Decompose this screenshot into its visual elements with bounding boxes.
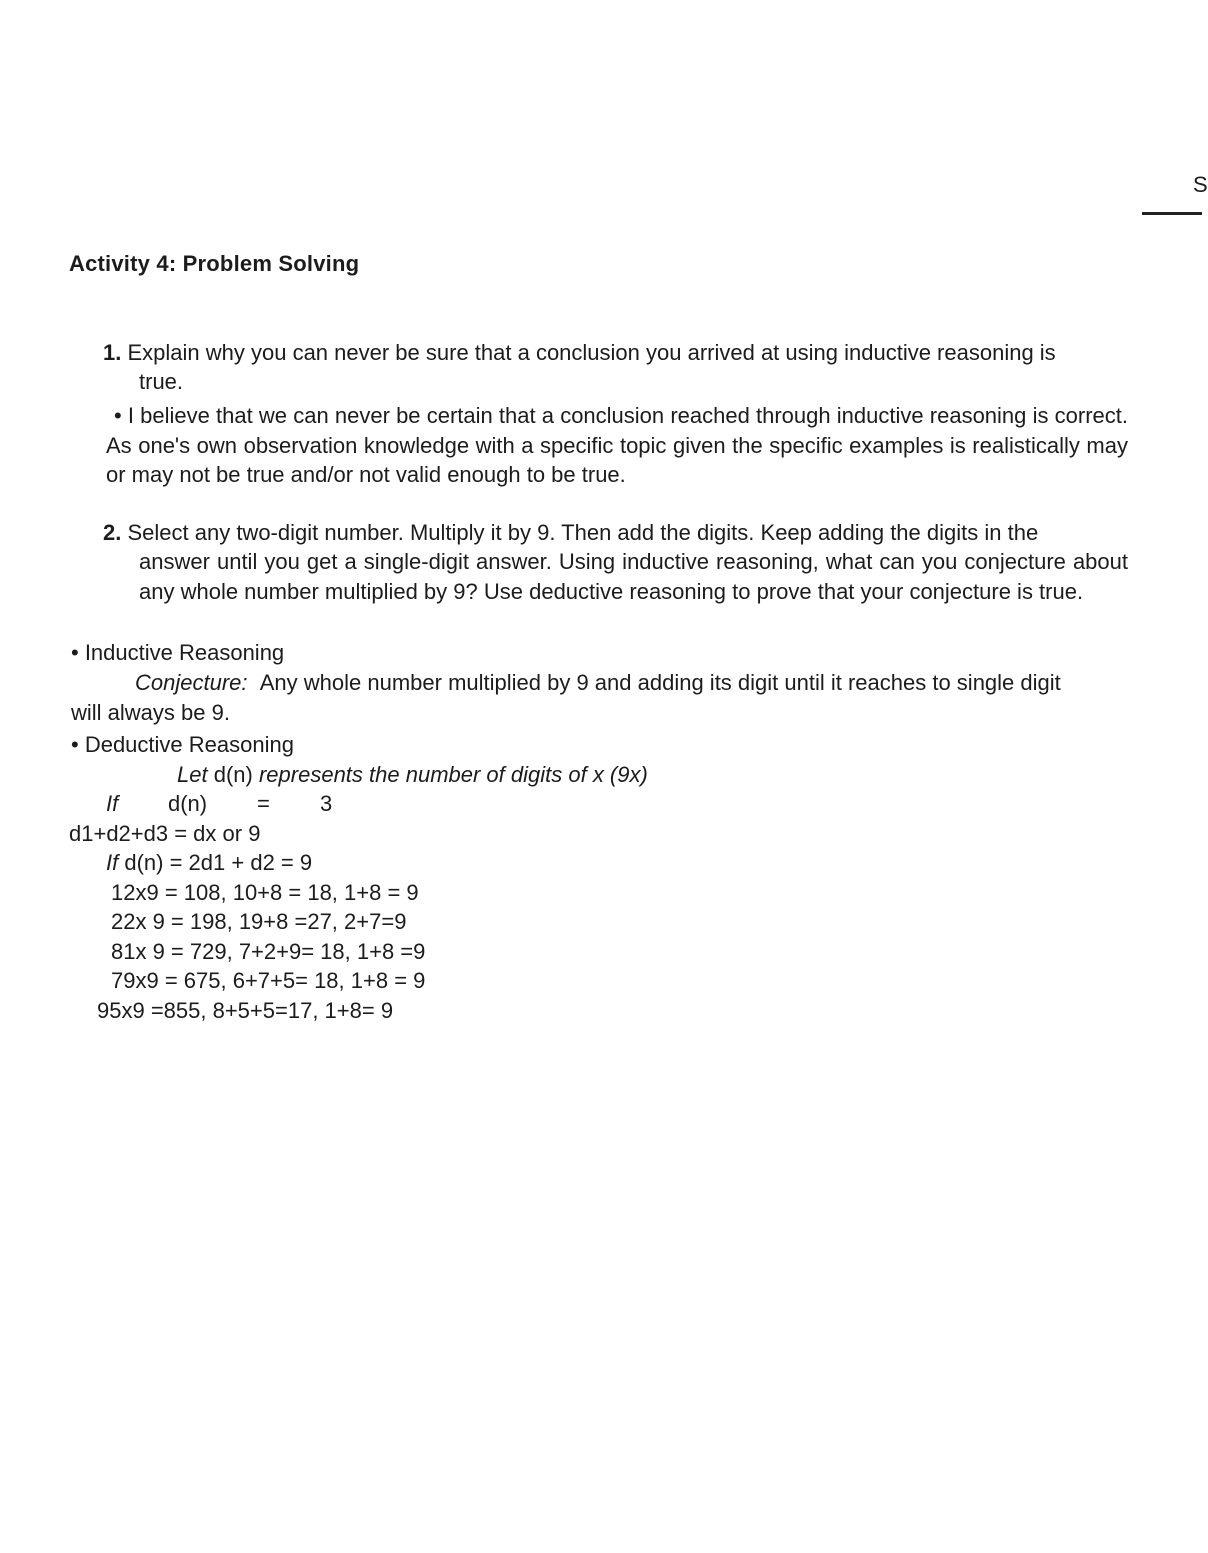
q2-text-rest: answer until you get a single-digit answer. Using inductive reasoning, what can you conjecture about any whole number multiplied by 9? Use deductive reasoning to prove that your conjecture is true.: [139, 549, 1128, 604]
q2-text-line1: Select any two-digit number. Multiply it by 9. Then add the digits. Keep adding the digits in the: [127, 520, 1039, 545]
if-dn: d(n): [168, 791, 208, 816]
example-line: 81x 9 = 729, 7+2+9= 18, 1+8 =9: [111, 939, 426, 964]
let-dn: d(n): [213, 762, 253, 787]
conjecture-label: Conjecture:: [135, 670, 248, 695]
inductive-heading: • Inductive Reasoning: [71, 640, 285, 665]
example-line: 12x9 = 108, 10+8 = 18, 1+8 = 9: [111, 880, 419, 905]
sum-line: d1+d2+d3 = dx or 9: [69, 821, 261, 846]
if2-rest: d(n) = 2d1 + d2 = 9: [124, 850, 313, 875]
example-line: 22x 9 = 198, 19+8 =27, 2+7=9: [111, 909, 407, 934]
deductive-heading: • Deductive Reasoning: [71, 732, 294, 757]
q1-text-line1: Explain why you can never be sure that a conclusion you arrived at using inductive reasoning is: [127, 340, 1056, 365]
q1-number: 1.: [103, 340, 122, 365]
if-value: 3: [320, 791, 333, 816]
q1-line2: true.: [139, 369, 184, 394]
if2-word: If: [106, 850, 119, 875]
conjecture-line2: will always be 9.: [71, 700, 230, 725]
if-equals: =: [257, 791, 270, 816]
conjecture-text: Any whole number multiplied by 9 and adding its digit until it reaches to single digit: [259, 670, 1061, 695]
corner-letter: S: [1193, 172, 1208, 197]
let-word: Let: [177, 762, 208, 787]
q1-answer: • I believe that we can never be certain that a conclusion reached through inductive reasoning is correct. As one's own observation knowledge with a specific topic given the specific examples is realistically may or may not be true and/or not valid enough to be true.: [106, 403, 1128, 487]
q2-number: 2.: [103, 520, 122, 545]
if2-line: [106, 848, 312, 878]
if-word: If: [106, 791, 119, 816]
corner-rule: [1142, 212, 1202, 215]
example-line: 79x9 = 675, 6+7+5= 18, 1+8 = 9: [111, 968, 426, 993]
let-rest: represents the number of digits of x (9x): [258, 762, 648, 787]
let-line: [177, 760, 648, 790]
conjecture-line: [135, 668, 1061, 698]
activity-title: Activity 4: Problem Solving: [69, 251, 360, 276]
example-line: 95x9 =855, 8+5+5=17, 1+8= 9: [97, 998, 394, 1023]
q2-line1: [103, 518, 1038, 548]
q1-line1: [103, 338, 1056, 368]
